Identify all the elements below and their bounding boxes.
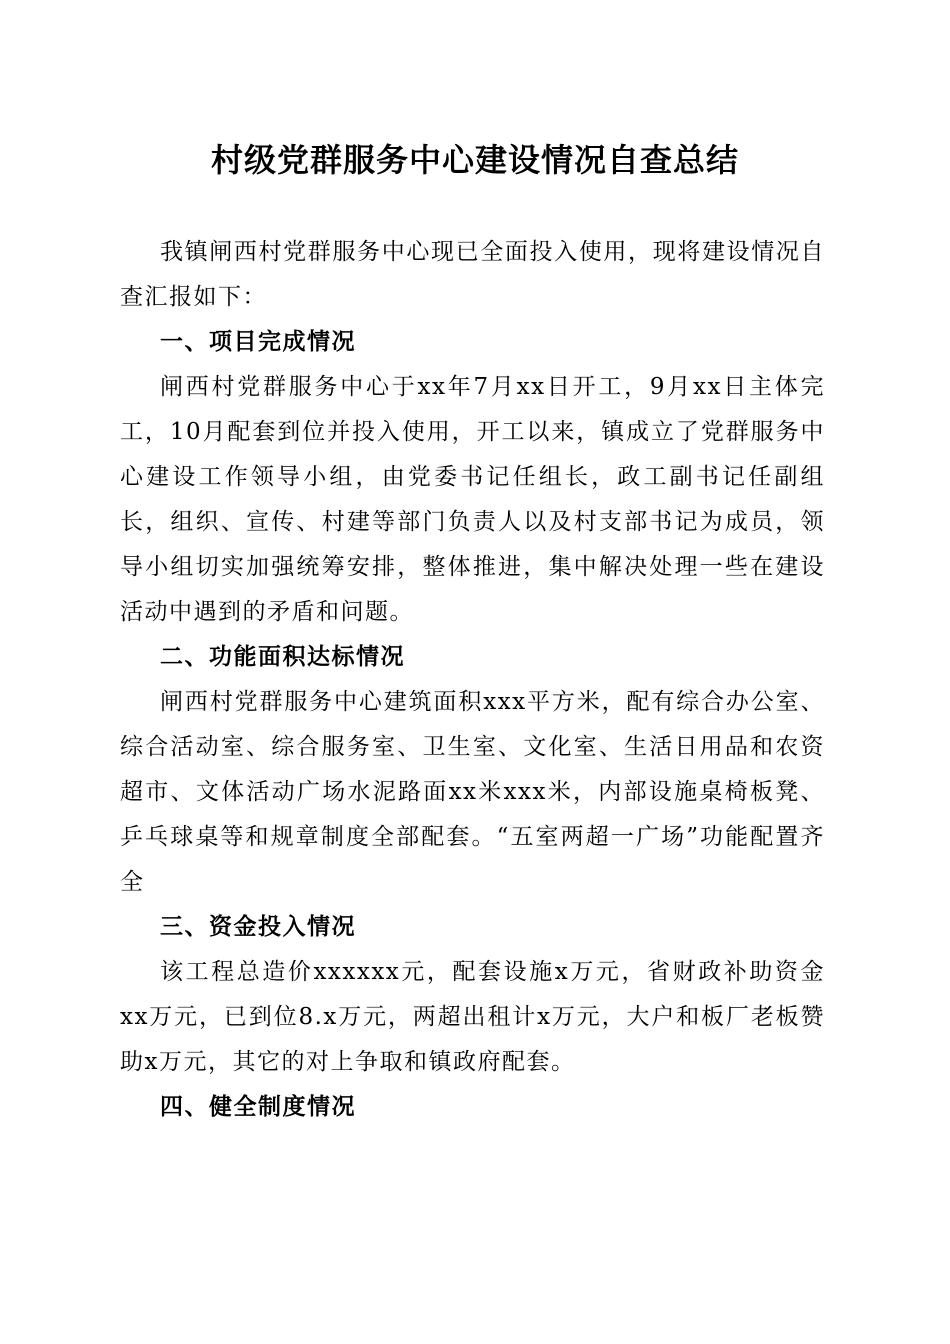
section-1-paragraph: 闸西村党群服务中心于xx年7月xx日开工，9月xx日主体完工，10月配套到位并投入使用，开工以来，镇成立了党群服务中心建设工作领导小组，由党委书记任组长，政工副书记任副组长，组织、宣传、村建等部门负责人以及村支部书记为成员，领导小组切实加强统筹安排，整体推进，集中解决处理一些在建设活动中遇到的矛盾和问题。: [120, 374, 826, 625]
document-body: [120, 230, 825, 1130]
section-4-heading: 四、健全制度情况: [160, 1094, 356, 1120]
intro-paragraph: 我镇闸西村党群服务中心现已全面投入使用，现将建设情况自查汇报如下：: [120, 239, 825, 310]
section-2-paragraph: 闸西村党群服务中心建筑面积xxx平方米，配有综合办公室、综合活动室、综合服务室、卫生室、文化室、生活日用品和农资超市、文体活动广场水泥路面xx米xxx米，内部设施桌椅板凳、乒乓球桌等和规章制度全部配套。“五室两超一广场”功能配置齐全: [120, 689, 825, 895]
section-1-heading: 一、项目完成情况: [160, 329, 356, 355]
section-2-heading: 二、功能面积达标情况: [160, 644, 405, 670]
document-title: 村级党群服务中心建设情况自查总结: [210, 141, 739, 179]
section-3-paragraph: 该工程总造价xxxxxx元，配套设施x万元，省财政补助资金xx万元，已到位8.x万元，两超出租计x万元，大户和板厂老板赞助x万元，其它的对上争取和镇政府配套。: [120, 959, 825, 1075]
section-3-heading: 三、资金投入情况: [160, 914, 356, 940]
